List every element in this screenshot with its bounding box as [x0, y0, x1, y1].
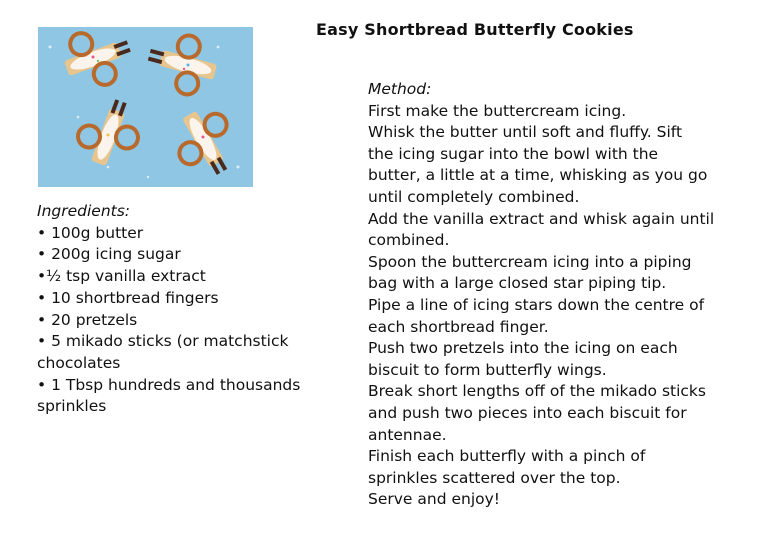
method-heading: Method: — [368, 80, 432, 98]
method-line: First make the buttercream icing. — [368, 101, 627, 120]
cookies-photo-illustration — [38, 27, 253, 187]
ingredient-item: •½ tsp vanilla extract — [37, 267, 206, 286]
method-line: and push two pieces into each biscuit for — [368, 403, 687, 422]
ingredient-item: • 20 pretzels — [37, 310, 138, 329]
method-line: combined. — [368, 231, 450, 250]
method-line: Finish each butterfly with a pinch of — [368, 447, 646, 466]
ingredient-item: • 5 mikado sticks (or matchstick chocolates — [37, 332, 289, 372]
method-line: Serve and enjoy! — [368, 490, 501, 509]
ingredient-item: • 100g butter — [37, 223, 144, 242]
method-line: Whisk the butter until soft and fluffy. Sift — [368, 123, 683, 142]
ingredients-heading: Ingredients: — [37, 202, 131, 220]
method-line: until completely combined. — [368, 187, 580, 206]
ingredient-item: • 1 Tbsp hundreds and thousands sprinkles — [37, 375, 301, 416]
method-line: butter, a little at a time, whisking as you go — [368, 166, 708, 185]
method-line: antennae. — [368, 425, 447, 444]
ingredient-item: • 10 shortbread fingers — [37, 288, 219, 307]
method-line: sprinkles scattered over the top. — [368, 468, 621, 487]
method-line: bag with a large closed star piping tip. — [368, 274, 667, 293]
method-line: Spoon the buttercream icing into a piping — [368, 252, 692, 271]
method-line: Pipe a line of icing stars down the centre of — [368, 295, 705, 314]
method-line: each shortbread finger. — [368, 317, 549, 336]
method-section — [368, 79, 763, 511]
method-line: Break short lengths off of the mikado sticks — [368, 382, 706, 401]
method-line: the icing sugar into the bowl with the — [368, 144, 659, 163]
method-line: Push two pretzels into the icing on each — [368, 339, 678, 358]
recipe-title: Easy Shortbread Butterfly Cookies — [316, 20, 634, 39]
cookies-photo — [38, 27, 253, 187]
method-line: biscuit to form butterfly wings. — [368, 360, 607, 379]
ingredient-item: • 200g icing sugar — [37, 245, 181, 264]
ingredients-section — [37, 201, 327, 418]
method-line: Add the vanilla extract and whisk again until — [368, 209, 715, 228]
